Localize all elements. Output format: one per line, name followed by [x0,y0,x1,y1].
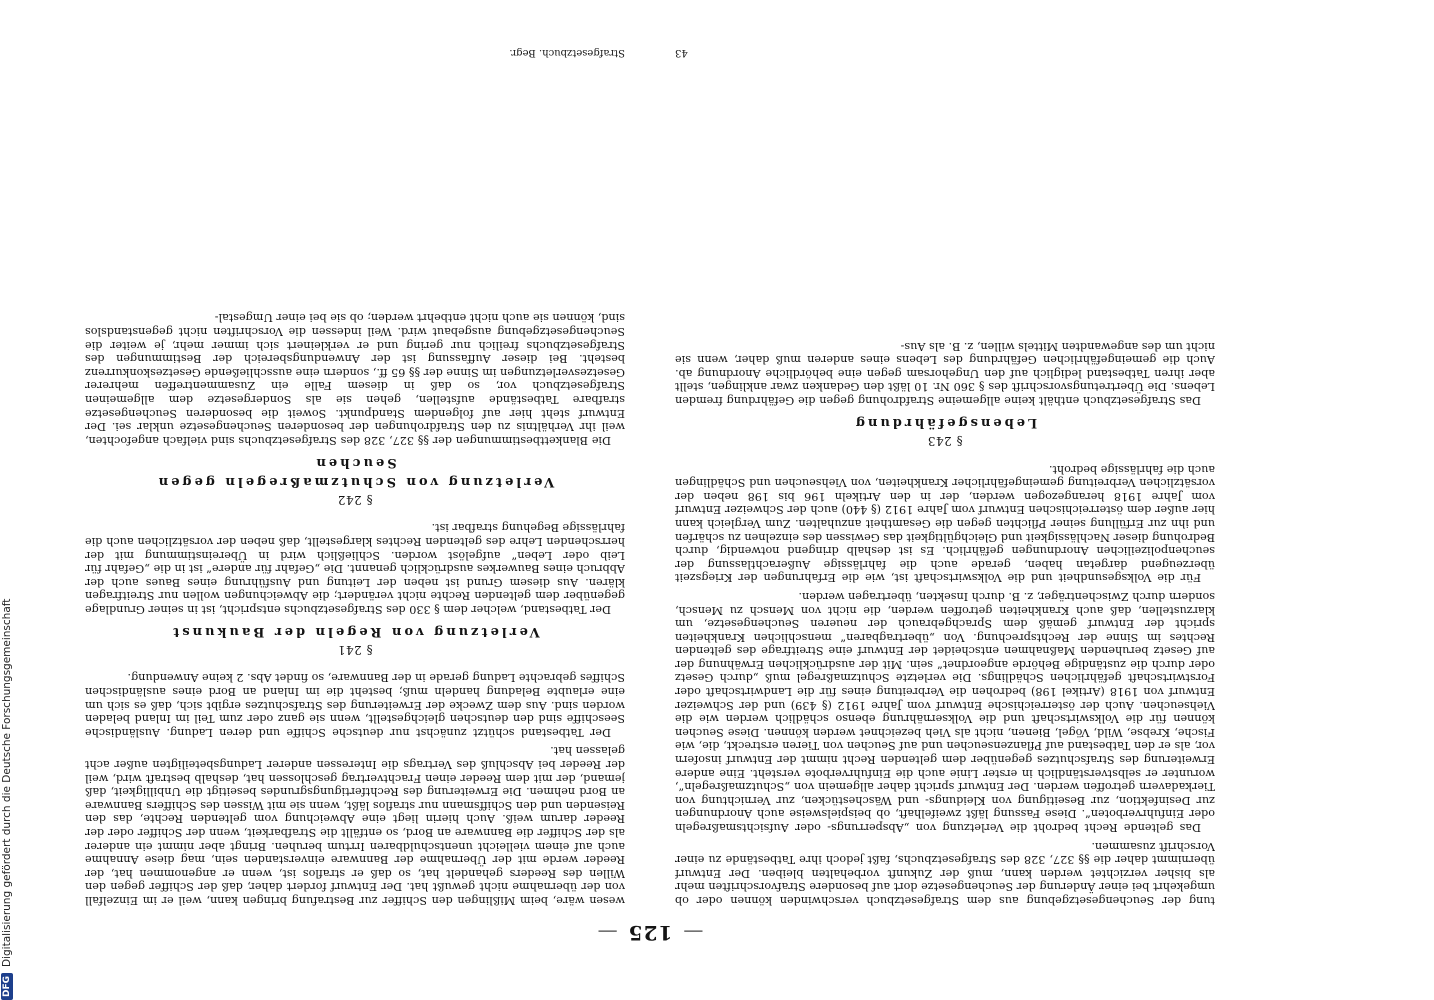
section-title: Verletzung von Regeln der Baukunst [170,623,540,639]
left-column [675,97,1215,907]
section-title: Lebensgefährdung [852,415,1038,430]
left-footer [675,40,1215,62]
sheet-signature: 43 [675,47,688,58]
paragraph: Für die Volksgesundheit und die Volkswirtschaft ist, wie die Erfahrungen der Kriegszeit überzeugend dargetan haben, gerade auch die fahrlässige Außerachtlassung der seuchenpolizeilichen Anordnungen gefährlich. Es ist deshalb dringend notwendig, durch Bedrohung dieser Nachlässigkeit und Gleichgültigkeit das Gewissen des einzelnen zu schärfen und ihn zur Erfüllung seiner Pflichten gegen die Gesamtheit anzuhalten. Zum Vergleich kann hier außer dem österreichischen Entwurf vom Jahre 1912 (§ 440) auch der Schweizer Entwurf vom Jahre 1918 herangezogen werden, der in den Artikeln 196 bis 198 neben der vorsätzlichen Verbreitung gemeingefährlicher Krankheiten, von Viehseuchen und Schädlingen auch die fahrlässige bedroht. [675,462,1215,585]
paragraph: Die Blankettbestimmungen der §§ 327, 328 des Strafgesetzbuchs sind vielfach angefochten, weil ihr Verhältnis zu den Strafdrohungen der besonderen Seuchengesetze unklar sei. Der Entwurf steht hier auf folgendem Standpunkt. Soweit die besonderen Seuchengesetze strafbare Tatbestände aufstellen, gehen sie als Sondergesetze dem allgemeinen Strafgesetzbuch vor, so daß in diesem Falle ein Zusammentreffen mehrerer Gesetzesverletzungen im Sinne der §§ 65 ff., sondern eine ausschließende Gesetzeskonkurrenz besteht. Bei dieser Auffassung ist der Anwendungsbereich der Bestimmungen des Strafgesetzbuchs freilich nur gering und er verkleinert sich immer mehr, je weiter die Seuchengesetzgebung ausgebaut wird. Weil indessen die Vorschriften nicht gegenstandslos sind, können sie auch nicht entbehrt werden; ob sie bei einer Umgestal- [85,311,625,447]
section-title: Verletzung von Schutzmaßregeln gegen [155,473,555,489]
section-title-continued: Seuchen [313,454,397,470]
section-number: § 242 [337,492,373,507]
page-number: — 125 — [587,921,714,945]
paragraph: Der Tatbestand, welcher dem § 330 des Strafgesetzbuchs entspricht, ist in seiner Grundlage gegenüber dem geltenden Rechte nicht verändert; die Abweichungen wollen nur Streitfragen klären. Aus diesem Grund ist neben der Leitung und Ausführung eines Baues auch der Abbruch eines Bauwerkes ausdrücklich genannt. Die „Gefahr für andere“ ist in die „Gefahr für Leib oder Leben“ aufgelöst worden. Schließlich wird in Übereinstimmung mit der herrschenden Lehre des geltenden Rechtes klargestellt, daß neben der vorsätzlichen auch die fahrlässige Begehung strafbar ist. [85,521,625,616]
digitization-credit [0,580,16,1000]
section-number: § 243 [927,434,963,448]
footer-label: Strafgesetzbuch. Begr. [509,47,625,58]
running-head [85,915,1215,945]
dfg-logo-icon: DFG [1,973,13,1000]
paragraph: Das Strafgesetzbuch enthält keine allgemeine Strafdrohung gegen die Gefährdung fremden Lebens. Die Übertretungsvorschrift des § 360 Nr. 10 läßt den Gedanken zwar anklingen, stellt aber ihren Tatbestand lediglich auf den Ungehorsam gegen eine behördliche Anordnung ab. Auch die gemeingefährlichen Gefährdung des Lebens eines anderen muß daher, wenn sie nicht um des angewandten Mittels willen, z. B. als Aus- [675,339,1215,407]
right-column [85,97,625,907]
section-number: § 241 [337,642,373,657]
credit-text: Digitalisierung gefördert durch die Deutsche Forschungsgemeinschaft [1,598,13,967]
right-footer [85,40,625,62]
paragraph: Das geltende Recht bedroht die Verletzung von „Absperrungs- oder Aufsichtsmaßregeln oder Einfuhrverboten“. Diese Fassung läßt zweifelhaft, ob beispielsweise auch Anordnungen zur Desinfektion, zur Beseitigung von Kleidungs- und Wäschestücken, zur Vernichtung von Tierkadavern getroffen werden. Der Entwurf spricht daher allgemein von „Schutzmaßregeln“, worunter er selbstverständlich in erster Linie auch die Einfuhrverbote versteht. Eine andere Erweiterung des Strafschutzes gegenüber dem geltenden Recht nimmt der Entwurf insofern vor, als er den Tatbestand auf Pflanzenseuchen und auf Seuchen von Tieren erstreckt, die, wie Fische, Krebse, Wild, Vögel, Bienen, nicht als Vieh bezeichnet werden können. Diese Seuchen können für die Volkswirtschaft und die Volksernährung ebenso schädlich werden wie die Viehseuchen. Auch der österreichische Entwurf vom Jahre 1912 (§ 439) und der Schweizer Entwurf von 1918 (Artikel 198) bedrohen die Verbreitung eines für die Landwirtschaft oder Forstwirtschaft gefährlichen Schädlings. Die verletzte Schutzmaßregel muß „durch Gesetz oder durch die zuständige Behörde angeordnet“ sein. Mit der ausdrücklichen Erwähnung der auf Gesetz beruhenden Maßnahmen entscheidet der Entwurf eine Streitfrage des geltenden Rechtes im Sinne der Rechtsprechung. Von „übertragbaren“ menschlichen Krankheiten spricht der Entwurf gemäß dem Sprachgebrauch der neueren Seuchengesetze, um klarzustellen, daß auch Krankheiten getroffen werden, die nicht von Mensch zu Mensch, sondern durch Zwischenträger, z. B. durch Insekten, übertragen werden. [675,589,1215,835]
paragraph: Der Tatbestand schützt zunächst nur deutsche Schiffe und deren Ladung. Ausländische Seeschiffe sind den deutschen gleichgestellt, wenn sie ganz oder zum Teil im Inland beladen worden sind. Aus dem Zwecke der Erweiterung des Strafschutzes ergibt sich, daß es sich um eine erlaubte Beladung handeln muß; besteht die im Inland an Bord eines ausländischen Schiffes gebrachte Ladung gerade in der Bannware, so findet Abs. 2 keine Anwendung. [85,671,625,739]
scanned-page [85,40,1215,945]
paragraph: wesen wäre, beim Mißlingen den Schiffer zur Bestrafung bringen kann, weil er im Einzelfall von der übernahme nicht gewußt hat. Der Entwurf fordert daher, daß der Schiffer gegen den Willen des Reeders gehandelt hat, so daß er straflos ist, wenn er angenommen hat, der Reeder werde mit der Übernahme der Bannware einverstanden sein, mag diese Annahme auch auf einem vielleicht unentschuldbaren Irrtum beruhen. Bringt aber nimmt ein anderer als der Schiffer die Bannware an Bord, so entfällt die Strafbarkeit, wenn der Schiffer oder der Reeder darum weiß. Auch hierin liegt eine Abweichung vom geltenden Rechte, das den Reisenden und den Schiffsmann nur straflos läßt, wenn sie mit Wissen des Schiffers Bannware an Bord nehmen. Die Erweiterung des Rechtfertigungsgrundes beseitigt die Unbilligkeit, daß jemand, der mit dem Reeder einen Frachtvertrag geschlossen hat, deshalb bestraft wird, weil der Reeder bei Abschluß des Vertrags die Interessen anderer Ladungsbeteiligten außer acht gelassen hat. [85,744,625,907]
paragraph: tung der Seuchengesetzgebung aus dem Strafgesetzbuch verschwinden können oder ob umgekehrt bei einer Änderung der Seuchengesetze dort auf besondere Strafvorschriften mehr als bisher verzichtet werden kann, muß der Zukunft vorbehalten bleiben. Der Entwurf übernimmt daher die §§ 327, 328 des Strafgesetzbuchs, faßt jedoch ihre Tatbestände zu einer Vorschrift zusammen. [675,839,1215,907]
